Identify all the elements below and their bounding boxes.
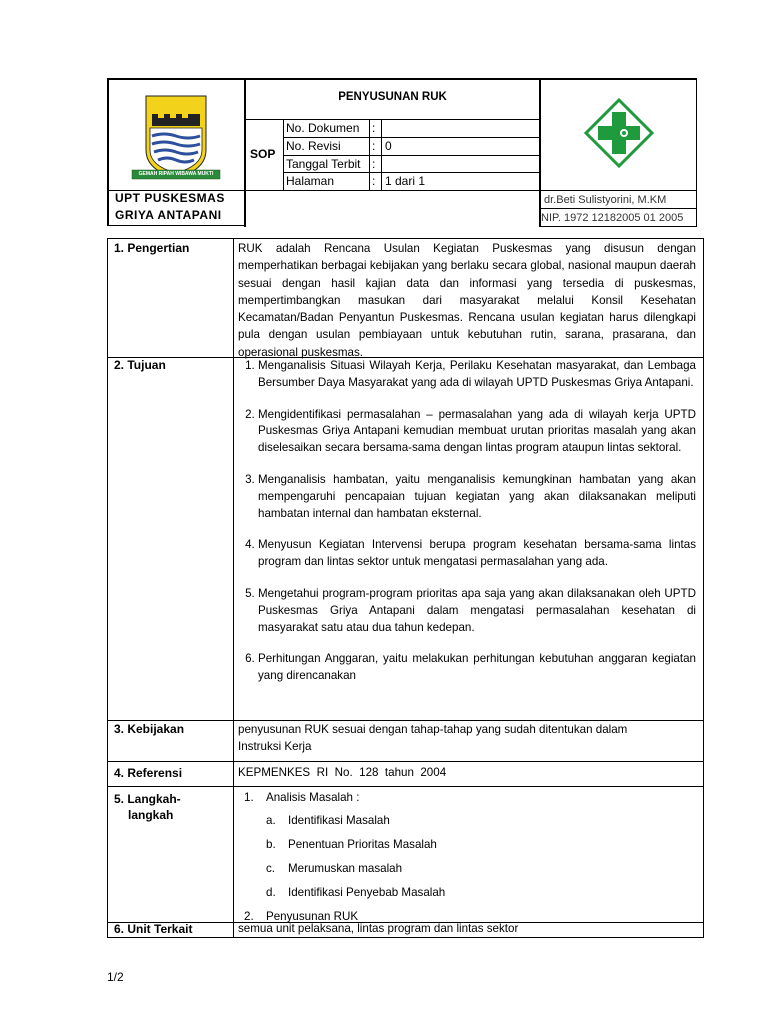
tujuan-item-5: 5. Mengetahui program-program prioritas apa saja yang akan dilaksanakan oleh UPTD Puskesmas Griya Antapani dalam mengatasi permasalahan kesehatan di masyarakat satu atau dua tahun kedepan.: [258, 586, 696, 636]
langkah-step-1-number: 1.: [244, 791, 254, 804]
field-sep-halaman: :: [372, 174, 376, 188]
substep-a-letter: a.: [266, 814, 276, 827]
substep-c: [266, 860, 696, 877]
label-unit-terkait: 6. Unit Terkait: [114, 922, 193, 936]
signatory-nip: NIP. 1972 12182005 01 2005: [541, 212, 684, 224]
list-langkah: [238, 789, 696, 925]
tujuan-item-2: 2. Mengidentifikasi permasalahan – permasalahan yang ada di wilayah kerja UPTD Puskesmas Griya Antapani kemudian membuat urutan prioritas masalah yang akan diselesaikan secara bersama-sama dengan lintas program ataupun lintas sektoral.: [258, 407, 696, 457]
text-kebijakan: penyusunan RUK sesuai dengan tahap-tahap yang sudah ditentukan dalam Instruksi Kerja: [238, 723, 628, 753]
tujuan-item-6: 6. Perhitungan Anggaran, yaitu melakukan perhitungan kebutuhan anggaran kegiatan yang direncanakan: [258, 651, 696, 685]
langkah-step-1-label: Analisis Masalah :: [266, 791, 360, 804]
label-langkah-line2: langkah: [128, 808, 174, 822]
field-sep-no-revisi: :: [372, 139, 376, 153]
substep-d-label: Identifikasi Penyebab Masalah: [288, 886, 446, 899]
org-name: UPT PUSKESMAS GRIYA ANTAPANI: [115, 191, 225, 222]
label-kebijakan: 3. Kebijakan: [114, 722, 185, 736]
field-sep-tanggal-terbit: :: [372, 157, 376, 171]
substep-b-letter: b.: [266, 838, 276, 851]
substep-a: [266, 812, 696, 829]
sop-label: SOP: [250, 147, 276, 161]
tujuan-item-3: 3. Menganalisis hambatan, yaitu menganalisis kemungkinan hambatan yang akan mempengaruhi pencapaian tujuan kegiatan yang akan dilaksanakan meliputi hambatan internal dan hambatan eksternal.: [258, 472, 696, 522]
substep-b-label: Penentuan Prioritas Masalah: [288, 838, 437, 851]
page-title: PENYUSUNAN RUK: [338, 91, 447, 103]
substep-c-label: Merumuskan masalah: [288, 862, 403, 875]
langkah-substeps: [238, 812, 696, 901]
list-tujuan: [238, 358, 696, 685]
substep-d: [266, 884, 696, 901]
langkah-step-1: [238, 789, 696, 806]
substep-a-label: Identifikasi Masalah: [288, 814, 390, 827]
label-referensi: 4. Referensi: [114, 766, 183, 780]
field-value-no-revisi: 0: [385, 139, 392, 153]
field-label-no-dokumen: No. Dokumen: [286, 121, 360, 135]
logo-motto: GEMAH RIPAH WIBAWA MUKTI: [138, 171, 214, 177]
field-label-tanggal-terbit: Tanggal Terbit: [286, 157, 361, 171]
tujuan-item-1: 1. Menganalisis Situasi Wilayah Kerja, Perilaku Kesehatan masyarakat, dan Lembaga Bersumber Daya Masyarakat yang ada di wilayah UPTD Puskesmas Griya Antapani.: [258, 358, 696, 392]
field-label-halaman: Halaman: [286, 174, 335, 188]
tujuan-item-4: 4. Menyusun Kegiatan Intervensi berupa program kesehatan bersama-sama lintas program dan lintas sektor untuk mengatasi permasalahan yang ada.: [258, 537, 696, 571]
field-sep-no-dokumen: :: [372, 121, 376, 135]
city-crest-logo: [128, 92, 224, 184]
label-langkah: [114, 791, 181, 823]
signatory-name: dr.Beti Sulistyorini, M.KM: [544, 194, 667, 206]
label-pengertian: 1. Pengertian: [114, 241, 190, 255]
substep-c-letter: c.: [266, 862, 276, 875]
label-tujuan: 2. Tujuan: [114, 358, 166, 372]
text-pengertian: RUK adalah Rencana Usulan Kegiatan Puskesmas yang disusun dengan memperhatikan berbagai kebijakan yang berlaku secara global, nasional maupun daerah sesuai dengan hasil kajian data dan informasi yang tersedia di puskesmas, mempertimbangkan masukan dari masyarakat melalui Konsil Kesehatan Kecamatan/Badan Penyantun Puskesmas. Rencana usulan kegiatan harus dilengkapi pula dengan usulan pembiayaan untuk kebutuhan rutin, sarana, prasarana, dan operasional puskesmas.: [238, 242, 696, 359]
langkah-step-2-label: Penyusunan RUK: [266, 910, 359, 923]
field-label-no-revisi: No. Revisi: [286, 139, 341, 153]
field-value-halaman: 1 dari 1: [385, 174, 426, 188]
page-number: 1/2: [107, 970, 124, 984]
text-unit-terkait: semua unit pelaksana, lintas program dan lintas sektor: [238, 922, 519, 935]
substep-b: [266, 836, 696, 853]
substep-d-letter: d.: [266, 886, 276, 899]
label-langkah-line1: 5. Langkah-: [114, 792, 181, 806]
langkah-step-2-number: 2.: [244, 910, 254, 923]
text-referensi: KEPMENKES RI No. 128 tahun 2004: [238, 766, 447, 779]
puskesmas-cross-logo: [584, 98, 654, 168]
